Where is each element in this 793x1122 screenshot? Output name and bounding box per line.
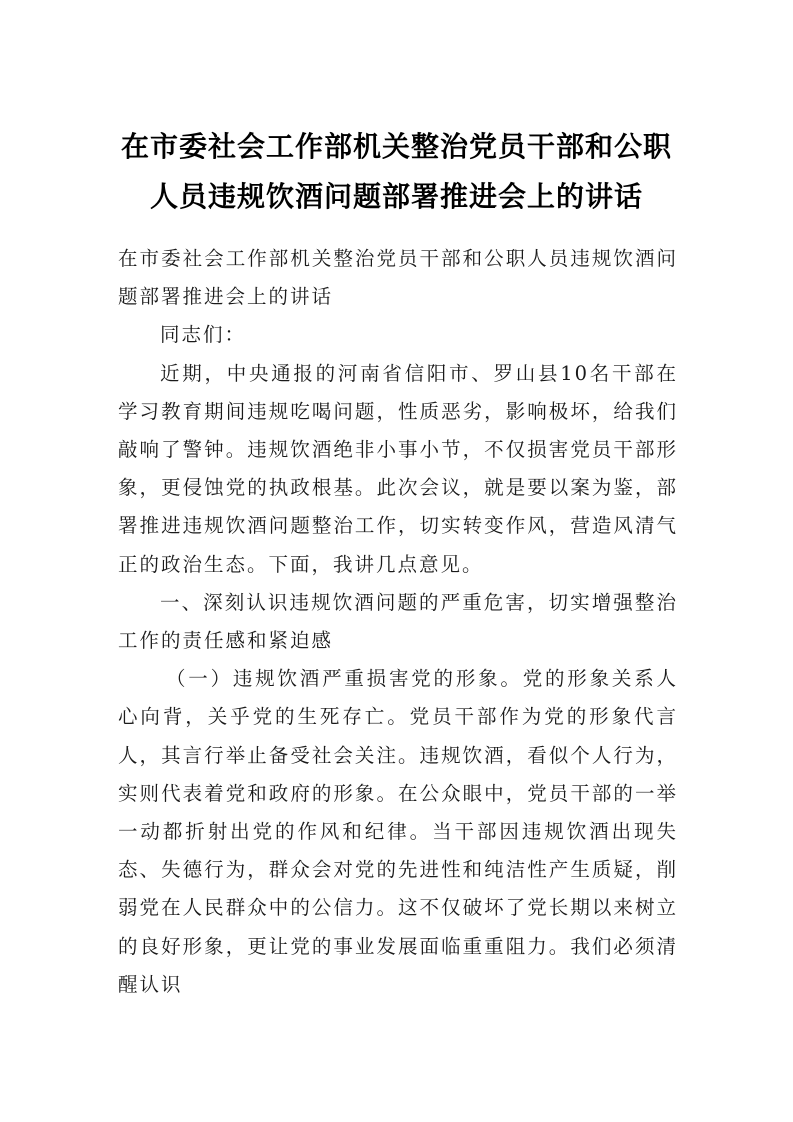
salutation: 同志们： bbox=[160, 323, 247, 347]
document-title: 在市委社会工作部机关整治党员干部和公职人员违规饮酒问题部署推进会上的讲话 bbox=[120, 130, 672, 213]
intro-paragraph: 近期，中央通报的河南省信阳市、罗山县10名干部在学习教育期间违规吃喝问题，性质恶劣，影响极坏，给我们敲响了警钟。违规饮酒绝非小事小节，不仅损害党员干部形象，更侵蚀党的执政根基。此次会议，就是要以案为鉴，部署推进违规饮酒问题整治工作，切实转变作风，营造风清气正的政治生态。下面，我讲几点意见。 bbox=[118, 361, 678, 576]
section-heading-1: 一、深刻认识违规饮酒问题的严重危害，切实增强整治工作的责任感和紧迫感 bbox=[118, 590, 678, 653]
subsection-1-paragraph: （一）违规饮酒严重损害党的形象。党的形象关系人心向背，关乎党的生死存亡。党员干部作为党的形象代言人，其言行举止备受社会关注。违规饮酒，看似个人行为，实则代表着党和政府的形象。在公众眼中，党员干部的一举一动都折射出党的作风和纪律。当干部因违规饮酒出现失态、失德行为，群众会对党的先进性和纯洁性产生质疑，削弱党在人民群众中的公信力。这不仅破坏了党长期以来树立的良好形象，更让党的事业发展面临重重阻力。我们必须清醒认识 bbox=[118, 667, 678, 996]
repeated-title-paragraph: 在市委社会工作部机关整治党员干部和公职人员违规饮酒问题部署推进会上的讲话 bbox=[118, 247, 678, 309]
document-body bbox=[118, 240, 678, 1004]
